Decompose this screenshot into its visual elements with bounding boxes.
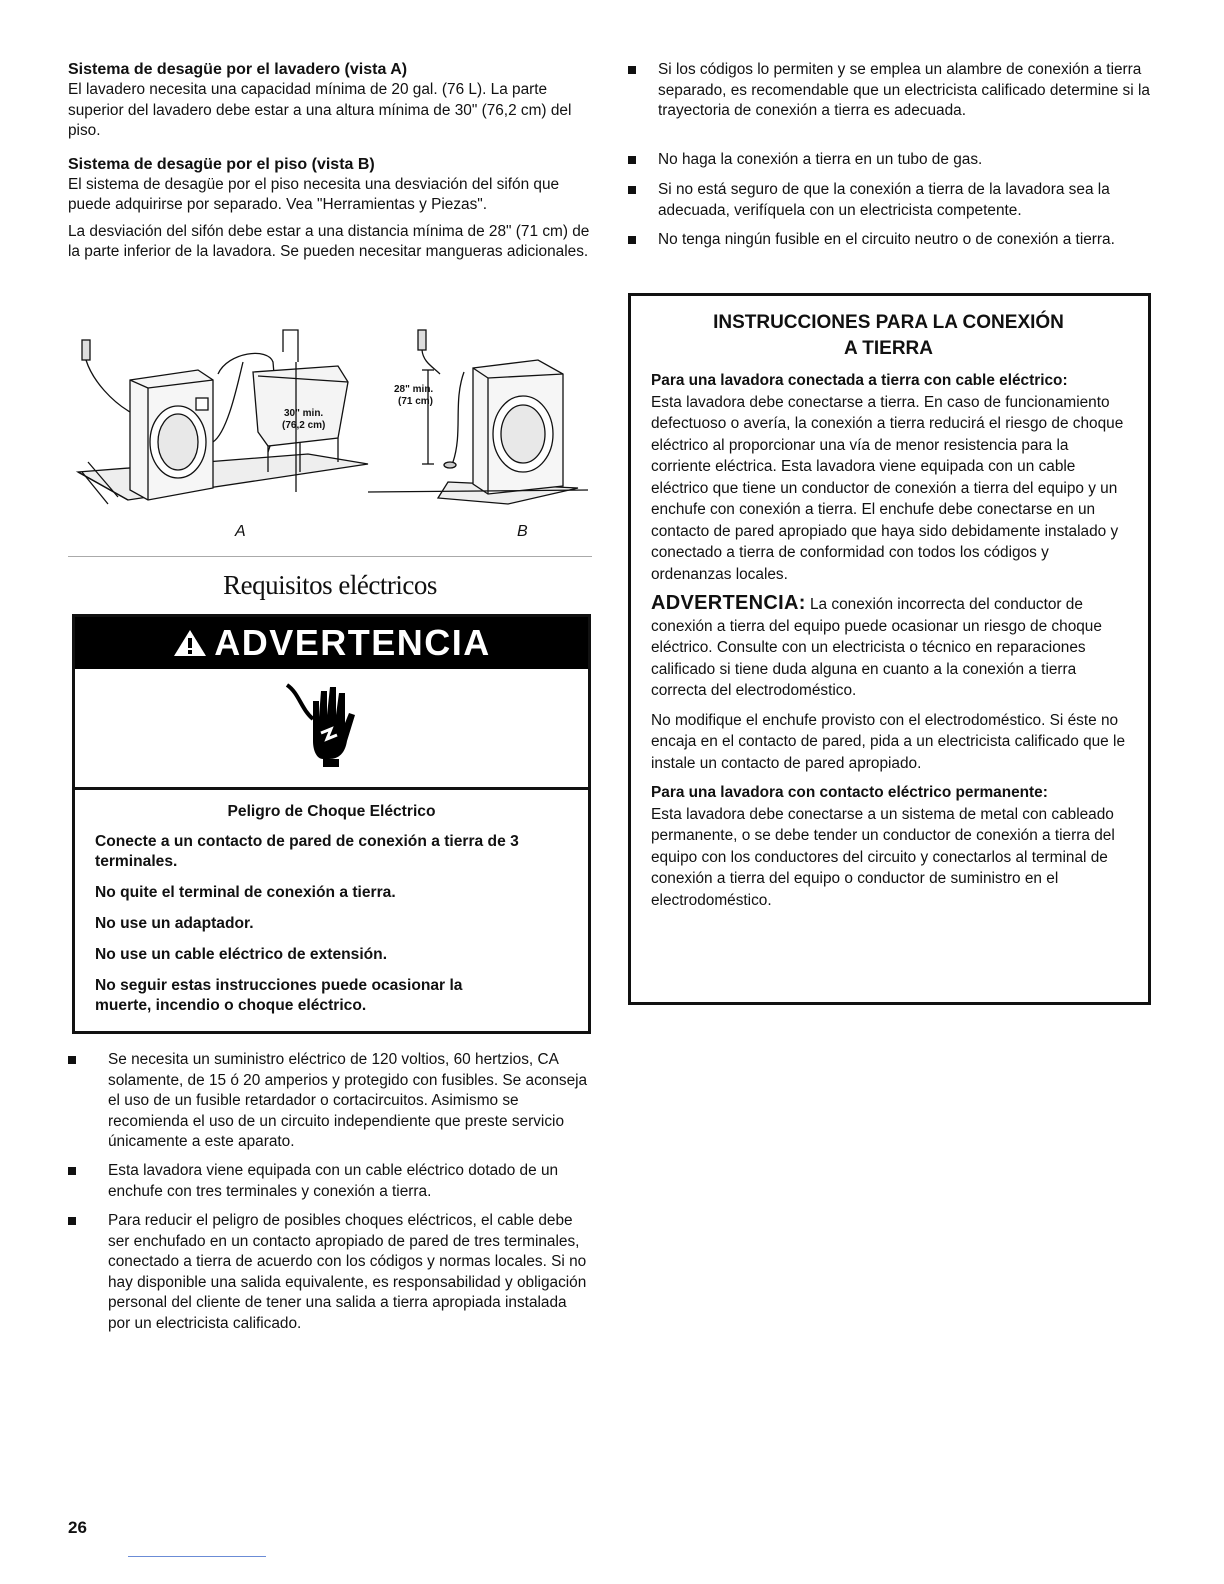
cord-text: Esta lavadora debe conectarse a tierra. En caso de funcionamiento defectuoso o avería, la conexión a tierra reducirá el riesgo de choque eléctrico al proporcionar una vía de menor resistencia para la corriente eléctrica. Esta lavadora viene equipada con un cable eléctrico que tiene un conductor de conexión a tierra del equipo y un enchufe con conexión a tierra. El enchufe debe conectarse en un contacto de pared apropiado que haya sido debidamente instalado y conectado a tierra de conformidad con todos los códigos y ordenanzas locales. bbox=[651, 393, 1124, 583]
drain-b-heading: Sistema de desagüe por el piso (vista B) bbox=[68, 155, 375, 173]
list-item: Si no está seguro de que la conexión a tierra de la lavadora sea la adecuada, verifíquela con un electricista competente. bbox=[628, 180, 1150, 221]
advertencia-label: ADVERTENCIA: bbox=[651, 592, 806, 614]
warning-title: ADVERTENCIA bbox=[214, 622, 491, 663]
drain-b-text-1: El sistema de desagüe por el piso necesita una desviación del sifón que puede adquirirse por separado. Vea "Herramientas y Piezas". bbox=[68, 175, 560, 213]
warning-box bbox=[72, 614, 591, 1034]
outlet-b-icon bbox=[418, 330, 426, 350]
warning-line-5: No seguir estas instrucciones puede ocasionar la muerte, incendio o choque eléctrico. bbox=[95, 977, 463, 1014]
hazard-icon-area bbox=[75, 669, 588, 790]
list-item: Esta lavadora viene equipada con un cable eléctrico dotado de un enchufe con tres terminales y conexión a tierra. bbox=[68, 1161, 592, 1202]
warning-triangle-icon bbox=[172, 628, 208, 658]
dim-b-line1: 28" min. bbox=[394, 384, 434, 395]
warning-line-3: No use un adaptador. bbox=[95, 915, 254, 932]
permanent-heading: Para una lavadora con contacto eléctrico permanente: bbox=[651, 784, 1048, 801]
modify-text: No modifique el enchufe provisto con el electrodoméstico. Si éste no encaja en el contacto de pared, pida a un electricista calificado que le instale un contacto de pared apropiado. bbox=[651, 711, 1125, 772]
permanent-text: Esta lavadora debe conectarse a un sistema de metal con cableado permanente, o se debe tender un conductor de conexión a tierra del equipo con los conductores del circuito y conectarlos al terminal de conexión a tierra del equipo o conductor de suministro en el electrodoméstico. bbox=[651, 805, 1115, 909]
footer-rule bbox=[128, 1556, 266, 1557]
drain-section bbox=[68, 60, 592, 263]
drain-b-text-2: La desviación del sifón debe estar a una distancia mínima de 28" (71 cm) de la parte inferior de la lavadora. Se pueden necesitar mangueras adicionales. bbox=[68, 222, 590, 260]
warning-header bbox=[75, 617, 588, 669]
list-item: Para reducir el peligro de posibles choques eléctricos, el cable debe ser enchufado en un contacto apropiado de pared de tres terminales, conectado a tierra de acuerdo con los códigos y normas locales. Si no hay disponible una salida equivalente, es responsabilidad y obligación personal del cliente de tener una salida a tierra apropiada instalada por un electricista calificado. bbox=[68, 1211, 592, 1334]
section-title: Requisitos eléctricos bbox=[223, 570, 437, 600]
advertencia-text: La conexión incorrecta del conductor de conexión a tierra del equipo puede ocasionar un riesgo de choque eléctrico. Consulte con un electricista o técnico en reparaciones calificado si tiene duda alguna en cuanto a la conexión a tierra correcta del electrodoméstico. bbox=[651, 596, 1102, 699]
figure-label-a: A bbox=[235, 523, 246, 540]
drain-figure bbox=[68, 322, 592, 544]
warning-line-2: No quite el terminal de conexión a tierra. bbox=[95, 884, 396, 901]
grounding-instructions-box bbox=[628, 293, 1151, 1005]
list-item: Si los códigos lo permiten y se emplea un alambre de conexión a tierra separado, es recomendable que un electricista calificado determine si la trayectoria de conexión a tierra es adecuada. bbox=[628, 60, 1150, 122]
drain-a-text: El lavadero necesita una capacidad mínima de 20 gal. (76 L). La parte superior del lavadero debe estar a una altura mínima de 30" (76,2 cm) del piso. bbox=[68, 81, 572, 139]
dim-a-line1: 30" min. bbox=[284, 408, 324, 419]
grounding-title: INSTRUCCIONES PARA LA CONEXIÓN A TIERRA bbox=[713, 312, 1064, 359]
list-item: No haga la conexión a tierra en un tubo de gas. bbox=[628, 150, 1150, 171]
warning-line-4: No use un cable eléctrico de extensión. bbox=[95, 946, 388, 963]
dim-b-line2: (71 cm) bbox=[398, 396, 434, 407]
hazard-title: Peligro de Choque Eléctrico bbox=[227, 803, 436, 820]
drain-a-heading: Sistema de desagüe por el lavadero (vista A) bbox=[68, 61, 408, 78]
list-item: No tenga ningún fusible en el circuito neutro o de conexión a tierra. bbox=[628, 230, 1150, 251]
figure-label-b: B bbox=[517, 523, 528, 540]
outlet-a-icon bbox=[82, 340, 90, 360]
electric-shock-hand-icon bbox=[279, 679, 371, 771]
cord-heading: Para una lavadora conectada a tierra con cable eléctrico: bbox=[651, 372, 1068, 389]
page-number: 26 bbox=[68, 1518, 87, 1537]
list-item: Se necesita un suministro eléctrico de 120 voltios, 60 hertzios, CA solamente, de 15 ó 20 amperios y protegido con fusibles. Se aconseja el uso de un fusible retardador o cortacircuitos. Asimismo se recomienda el uso de un circuito independiente que preste servicio únicamente a este aparato. bbox=[68, 1050, 592, 1153]
dim-a-line2: (76,2 cm) bbox=[282, 420, 326, 431]
warning-line-1: Conecte a un contacto de pared de conexión a tierra de 3 terminales. bbox=[95, 833, 519, 870]
divider bbox=[68, 556, 592, 557]
warning-text bbox=[75, 790, 588, 1016]
